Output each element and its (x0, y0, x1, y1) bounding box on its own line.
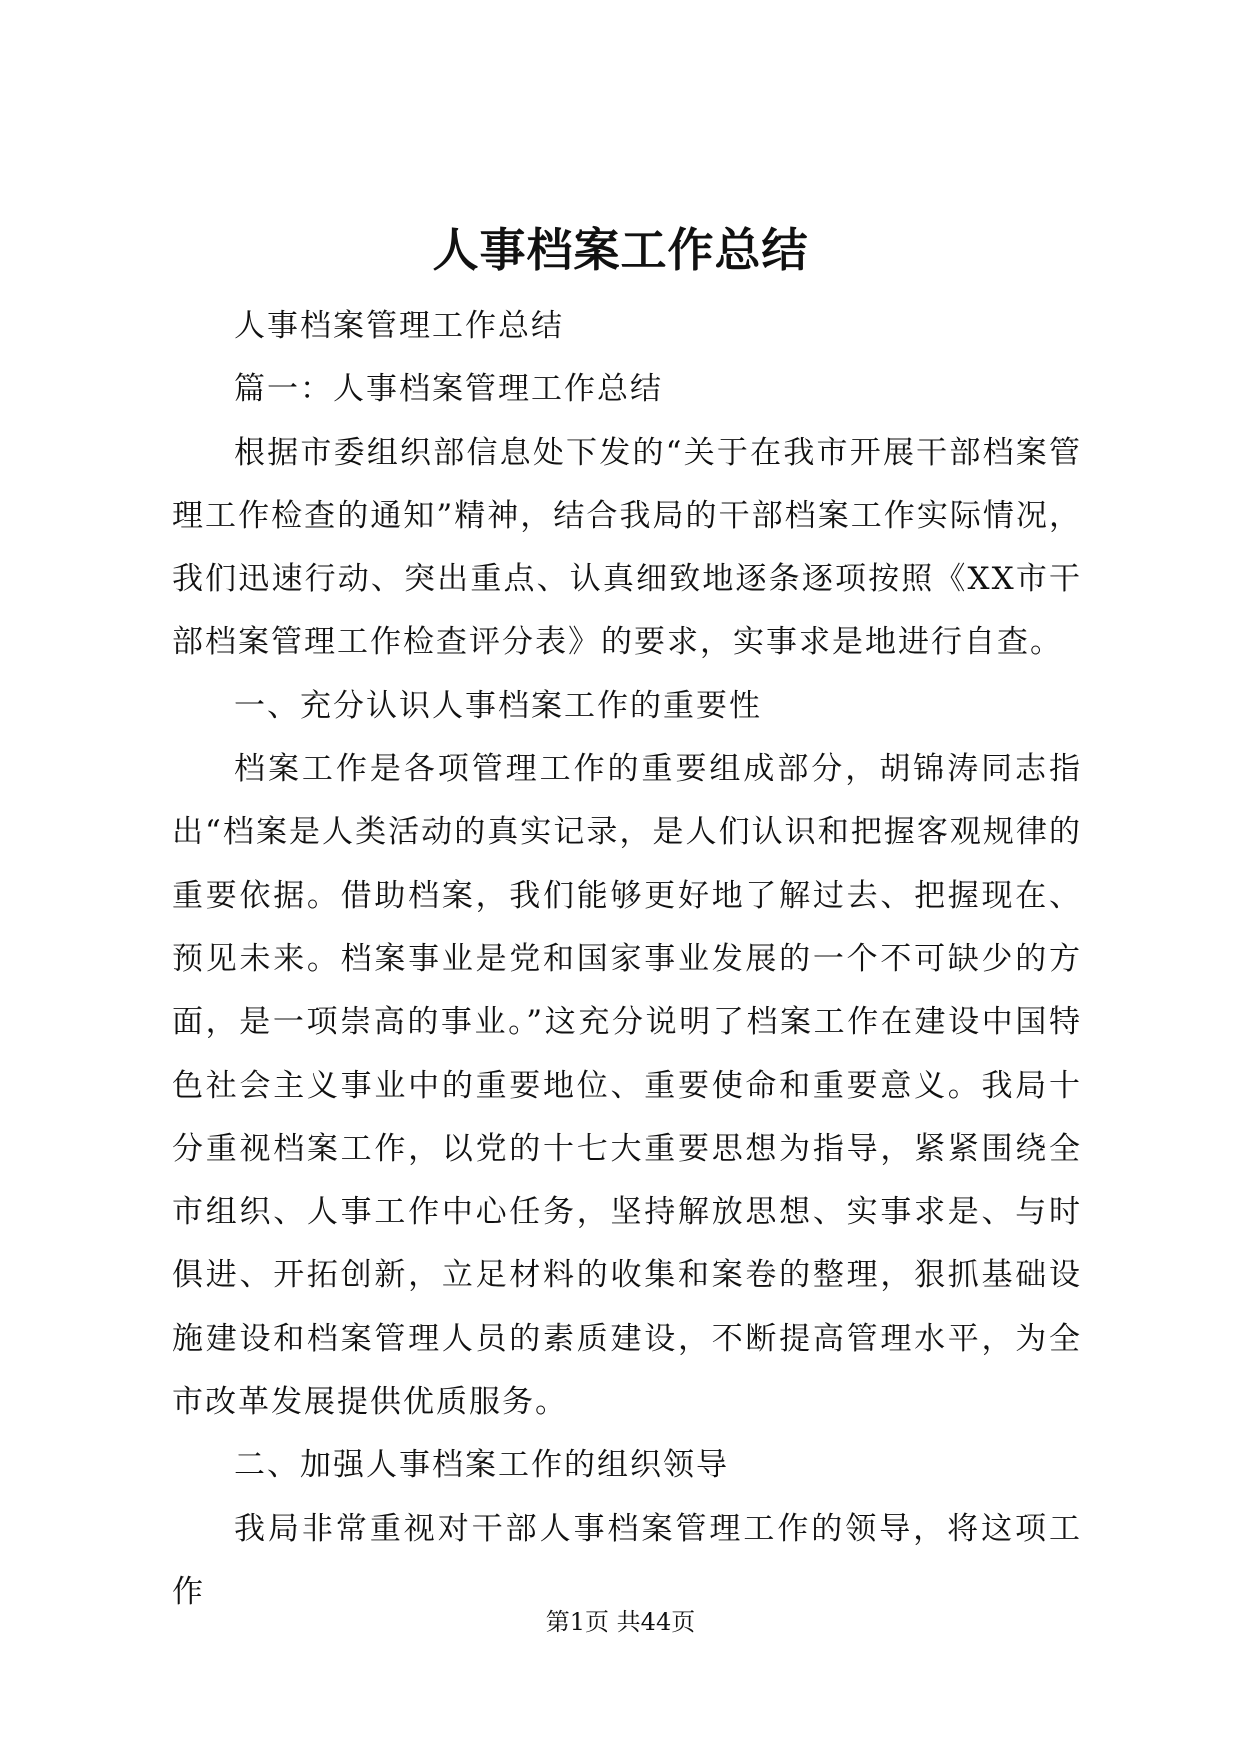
paragraph-subtitle: 人事档案管理工作总结 (234, 308, 564, 344)
heading-section-2: 二、加强人事档案工作的组织领导 (234, 1447, 729, 1484)
paragraph-section-title: 篇一：人事档案管理工作总结 (234, 371, 663, 408)
document-body (172, 295, 1082, 1624)
page-number-footer: 第1页 共44页 (545, 1608, 696, 1636)
heading-section-1: 一、充分认识人事档案工作的重要性 (234, 687, 762, 724)
paragraph-section-1: 档案工作是各项管理工作的重要组成部分，胡锦涛同志指出“档案是人类活动的真实记录，是人们认识和把握客观规律的重要依据。借助档案，我们能够更好地了解过去、把握现在、预见未来。档案事业是党和国家事业发展的一个不可缺少的方面，是一项崇高的事业。”这充分说明了档案工作在建设中国特色社会主义事业中的重要地位、重要使命和重要意义。我局十分重视档案工作，以党的十七大重要思想为指导，紧紧围绕全市组织、人事工作中心任务，坚持解放思想、实事求是、与时俱进、开拓创新，立足材料的收集和案卷的整理，狠抓基础设施建设和档案管理人员的素质建设，不断提高管理水平，为全市改革发展提供优质服务。 (172, 751, 1082, 1421)
paragraph-section-2: 我局非常重视对干部人事档案管理工作的领导，将这项工作 (172, 1510, 1082, 1610)
paragraph-intro: 根据市委组织部信息处下发的“关于在我市开展干部档案管理工作检查的通知”精神，结合我局的干部档案工作实际情况，我们迅速行动、突出重点、认真细致地逐条逐项按照《XX市干部档案管理工作检查评分表》的要求，实事求是地进行自查。 (172, 434, 1082, 661)
document-title: 人事档案工作总结 (432, 223, 809, 277)
